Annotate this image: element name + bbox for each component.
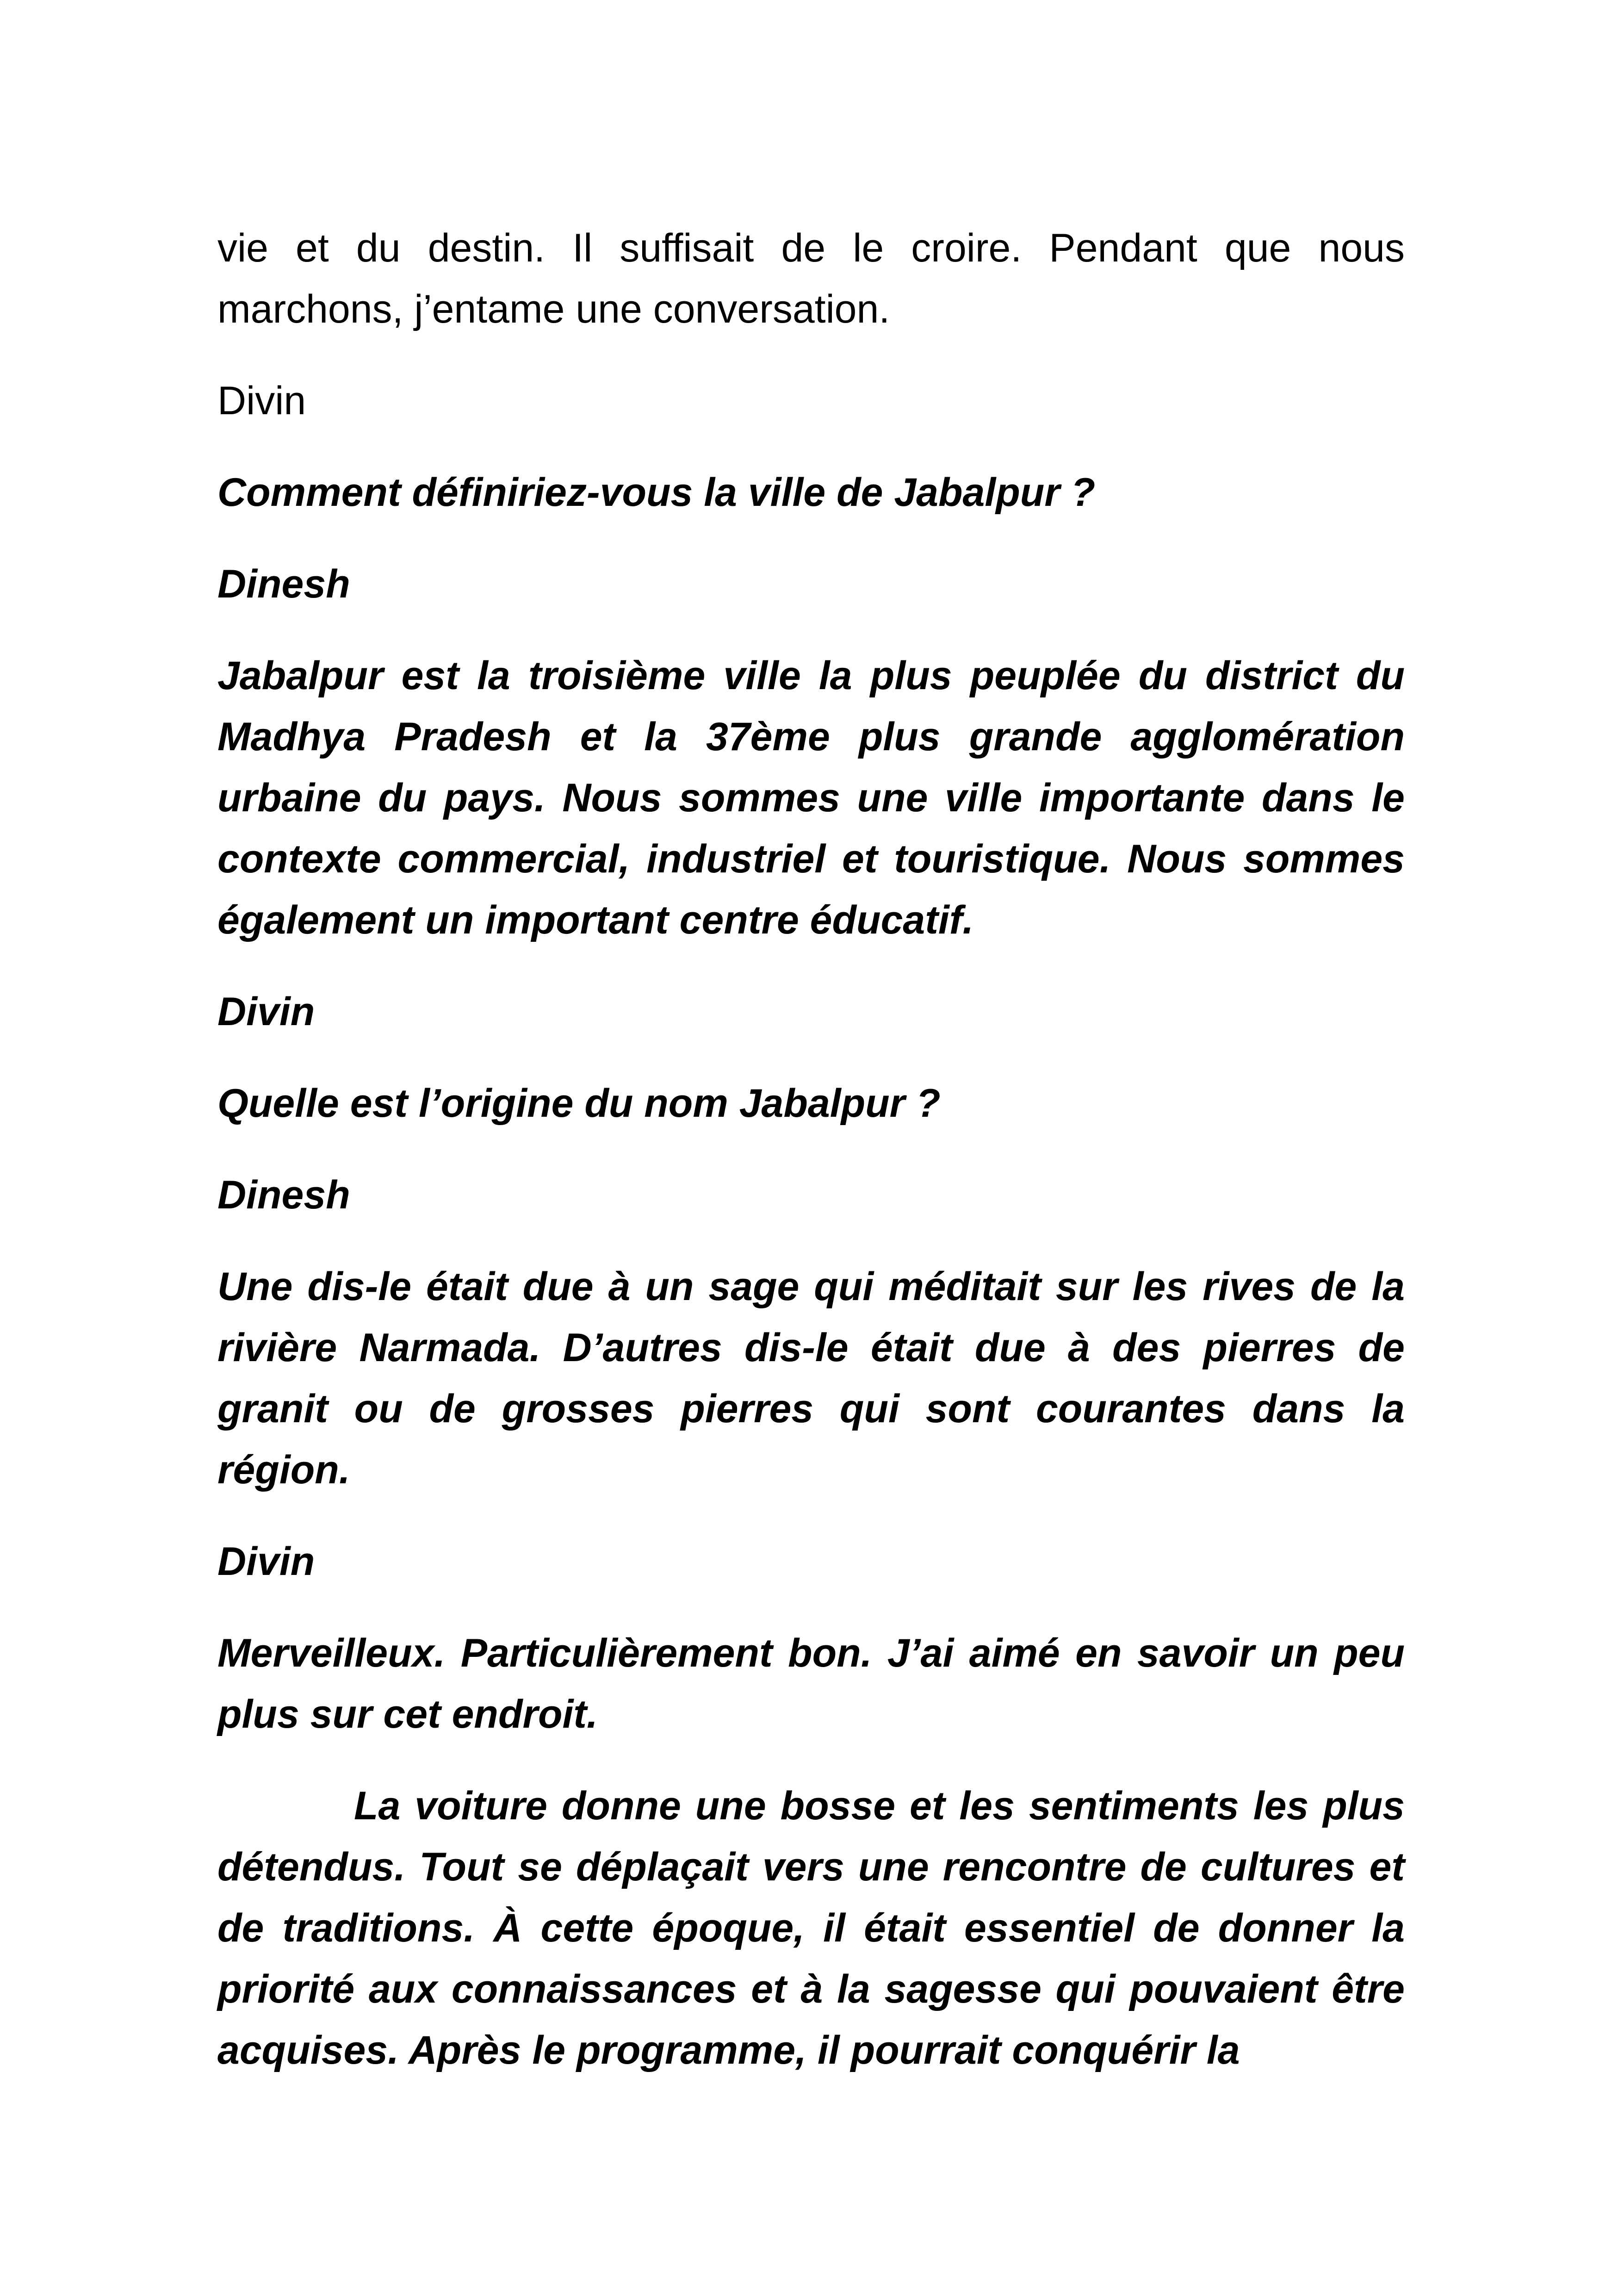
speaker-label-divin: Divin <box>217 1539 315 1584</box>
question-name-origin: Quelle est l’origine du nom Jabalpur ? <box>217 1081 941 1126</box>
speaker-label-dinesh: Dinesh <box>217 1173 350 1217</box>
speaker-label-dinesh: Dinesh <box>217 562 350 606</box>
answer-city-definition: Jabalpur est la troisième ville la plus peuplée du district du Madhya Pradesh et la 37ème plus grande agglomération urbaine du pays. Nous sommes une ville importante dans le contexte commercial, industriel et touristique. Nous sommes également un important centre éducatif. <box>217 653 1405 942</box>
reply-merveilleux: Merveilleux. Particulièrement bon. J’ai aimé en savoir un peu plus sur cet endroit. <box>217 1631 1405 1736</box>
speaker-label-divin: Divin <box>217 379 306 423</box>
answer-name-origin: Une dis-le était due à un sage qui méditait sur les rives de la rivière Narmada. D’autres dis-le était due à des pierres de granit ou de grosses pierres qui sont courantes dans la région. <box>217 1264 1405 1492</box>
document-page <box>217 218 1405 2081</box>
paragraph-narration-opening: vie et du destin. Il suffisait de le croire. Pendant que nous marchons, j’entame une conversation. <box>217 226 1405 331</box>
speaker-label-divin: Divin <box>217 989 315 1034</box>
paragraph-narration-car: La voiture donne une bosse et les sentiments les plus détendus. Tout se déplaçait vers une rencontre de cultures et de traditions. À cette époque, il était essentiel de donner la priorité aux connaissances et à la sagesse qui pouvaient être acquises. Après le programme, il pourrait conquérir la <box>217 1784 1405 2072</box>
question-city-definition: Comment définiriez-vous la ville de Jabalpur ? <box>217 470 1096 515</box>
